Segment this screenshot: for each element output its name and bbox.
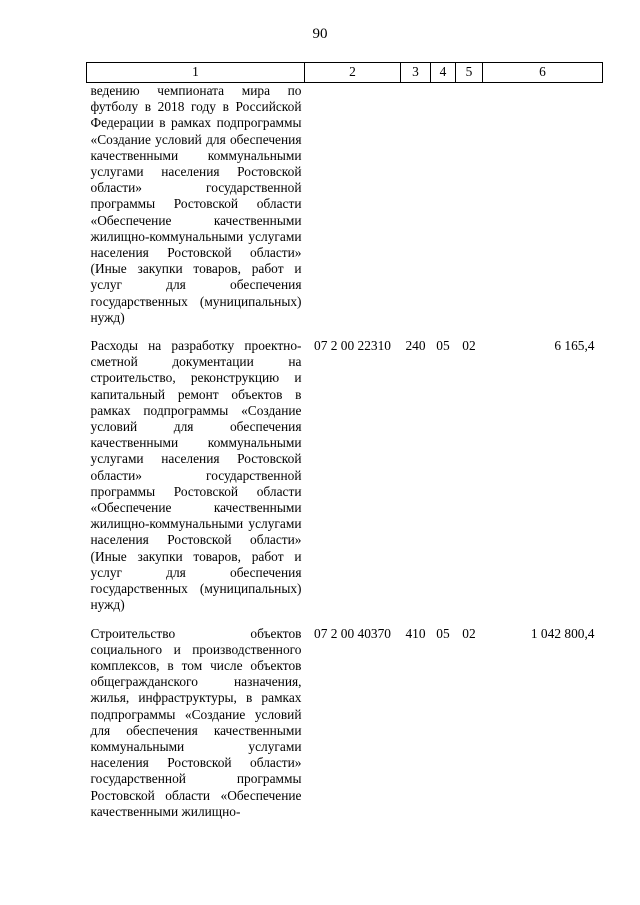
row-target-article: 07 2 00 22310 [314,338,391,354]
header-col-4: 4 [431,63,456,83]
header-col-5: 5 [456,63,483,83]
row-expense-type [401,83,431,327]
header-col-3: 3 [401,63,431,83]
row-amount [483,83,603,327]
row-amount: 6 165,4 [554,338,595,354]
row-expense-type: 410 [405,625,426,641]
row-target-article: 07 2 00 40370 [314,625,391,641]
row-expense-type: 240 [405,338,426,354]
row-amount: 1 042 800,4 [530,625,595,641]
header-row [87,63,603,83]
row-subsection: 02 [462,625,476,641]
row-subsection: 02 [462,338,476,354]
table-row [87,626,603,820]
table-row [87,338,603,613]
row-section [431,83,456,327]
row-description: Строительство объектов социального и производственного комплексов, в том числе объектов общегражданского назначения, жилья, инфраструктуры, в рамках подпрограммы «Создание условий для обеспечения качественными коммунальными услугами населения Ростовской области» государственной программы Ростовской области «Обеспечение качественными жилищно- [90,625,302,819]
header-col-1: 1 [87,63,305,83]
row-section: 05 [436,625,450,641]
budget-table [86,62,603,820]
row-description: ведению чемпионата мира по футболу в 2018 году в Российской Федерации в рамках подпрограммы «Создание условий для обеспечения качественными коммунальными услугами населения Ростовской области» государственной программы Ростовской области «Обеспечение качественными жилищно-коммунальными услугами населения Ростовской области» (Иные закупки товаров, работ и услуг для обеспечения государственных (муниципальных) нужд) [90,83,302,325]
row-section: 05 [436,338,450,354]
header-col-6: 6 [483,63,603,83]
page-number: 90 [312,26,328,42]
header-col-2: 2 [305,63,401,83]
row-target-article [305,83,401,327]
table-row [87,83,603,327]
row-description: Расходы на разработку проектно-сметной документации на строительство, реконструкцию и капитальный ремонт объектов в рамках подпрограммы «Создание условий для обеспечения качественными коммунальными услугами населения Ростовской области» государственной программы Ростовской области «Обеспечение качественными жилищно-коммунальными услугами населения Ростовской области» (Иные закупки товаров, работ и услуг для обеспечения государственных (муниципальных) нужд) [90,338,302,613]
row-subsection [456,83,483,327]
